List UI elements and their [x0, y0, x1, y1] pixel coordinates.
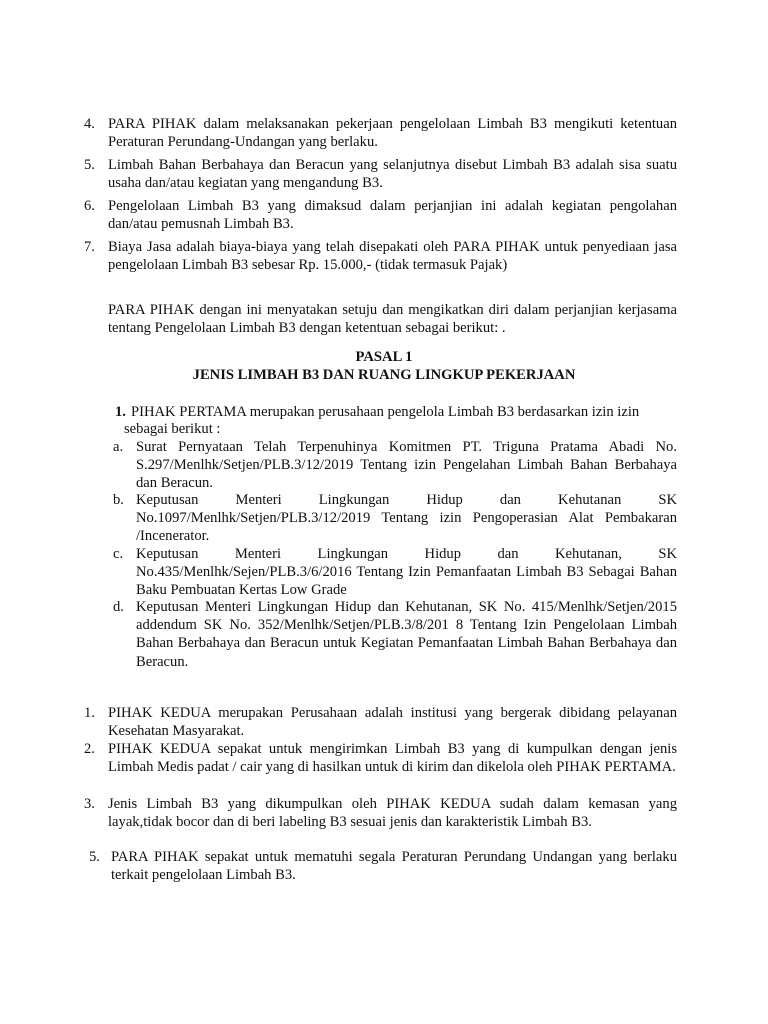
list-number: 6.: [84, 198, 95, 214]
pasal-title: JENIS LIMBAH B3 DAN RUANG LINGKUP PEKERJAAN: [192, 367, 576, 383]
list-number: 3.: [84, 796, 95, 812]
list-text: PIHAK KEDUA merupakan Perusahaan adalah institusi yang bergerak dibidang pelayanan Kesehatan Masyarakat.: [108, 705, 677, 740]
list-number: 2.: [84, 741, 95, 757]
pihak-pertama-intro: PIHAK PERTAMA merupakan perusahaan pengelola Limbah B3 berdasarkan izin izin: [131, 404, 640, 420]
sub-letter: d.: [113, 599, 124, 615]
list-text: Limbah Bahan Berbahaya dan Beracun yang selanjutnya disebut Limbah B3 adalah sisa suatu usaha dan/atau kegiatan yang mengandung B3.: [108, 157, 677, 192]
sub-text: Surat Pernyataan Telah Terpenuhinya Komitmen PT. Triguna Pratama Abadi No. S.297/Menlhk/Setjen/PLB.3/12/2019 Tentang izin Pengelahan Limbah Bahan Berbahaya dan Beracun.: [136, 439, 677, 492]
list-text: Biaya Jasa adalah biaya-biaya yang telah disepakati oleh PARA PIHAK untuk penyediaan jasa pengelolaan Limbah B3 sebesar Rp. 15.000,- (tidak termasuk Pajak): [108, 239, 677, 274]
list-number: 1.: [84, 705, 95, 721]
list-text: PARA PIHAK dalam melaksanakan pekerjaan pengelolaan Limbah B3 mengikuti ketentuan Peraturan Perundang-Undangan yang berlaku.: [108, 116, 677, 151]
list-number: 4.: [84, 116, 95, 132]
sub-letter: a.: [113, 439, 124, 455]
list-number: 7.: [84, 239, 95, 255]
list-number: 5.: [89, 849, 100, 865]
sub-text: Keputusan Menteri Lingkungan Hidup dan Kehutanan SK No.1097/Menlhk/Setjen/PLB.3/12/2019 Tentang izin Pengoperasian Alat Pembakaran /Incenerator.: [136, 492, 677, 545]
pihak-pertama-intro-continued: sebagai berikut :: [124, 421, 221, 437]
list-number: 1.: [115, 404, 126, 420]
sub-letter: c.: [113, 546, 124, 562]
agreement-paragraph: PARA PIHAK dengan ini menyatakan setuju dan mengikatkan diri dalam perjanjian kerjasama tentang Pengelolaan Limbah B3 dengan ketentuan sebagai berikut: .: [108, 302, 677, 337]
list-text: Jenis Limbah B3 yang dikumpulkan oleh PIHAK KEDUA sudah dalam kemasan yang layak,tidak bocor dan di beri labeling B3 sesuai jenis dan karakteristik Limbah B3.: [108, 796, 677, 831]
pasal-number: PASAL 1: [355, 349, 413, 365]
list-text: PIHAK KEDUA sepakat untuk mengirimkan Limbah B3 yang di kumpulkan dengan jenis Limbah Medis padat / cair yang di hasilkan untuk di kirim dan dikelola oleh PIHAK PERTAMA.: [108, 741, 677, 776]
list-text: Pengelolaan Limbah B3 yang dimaksud dalam perjanjian ini adalah kegiatan pengolahan dan/atau pemusnah Limbah B3.: [108, 198, 677, 233]
list-text: PARA PIHAK sepakat untuk mematuhi segala Peraturan Perundang Undangan yang berlaku terkait pengelolaan Limbah B3.: [111, 849, 677, 884]
sub-letter: b.: [113, 492, 124, 508]
list-number: 5.: [84, 157, 95, 173]
sub-text: Keputusan Menteri Lingkungan Hidup dan Kehutanan, SK No. 415/Menlhk/Setjen/2015 addendum SK No. 352/Menlhk/Setjen/PLB.3/8/201 8 Tentang Izin Pengelolaan Limbah Bahan Berbahaya dan Beracun untuk Kegiatan Pemanfaatan Limbah Bahan Berbahaya dan Beracun.: [136, 599, 677, 670]
sub-text: Keputusan Menteri Lingkungan Hidup dan Kehutanan, SK No.435/Menlhk/Sejen/PLB.3/6/2016 Tentang Izin Pemanfaatan Limbah B3 Sebagai Bahan Baku Pembuatan Kertas Low Grade: [136, 546, 677, 599]
